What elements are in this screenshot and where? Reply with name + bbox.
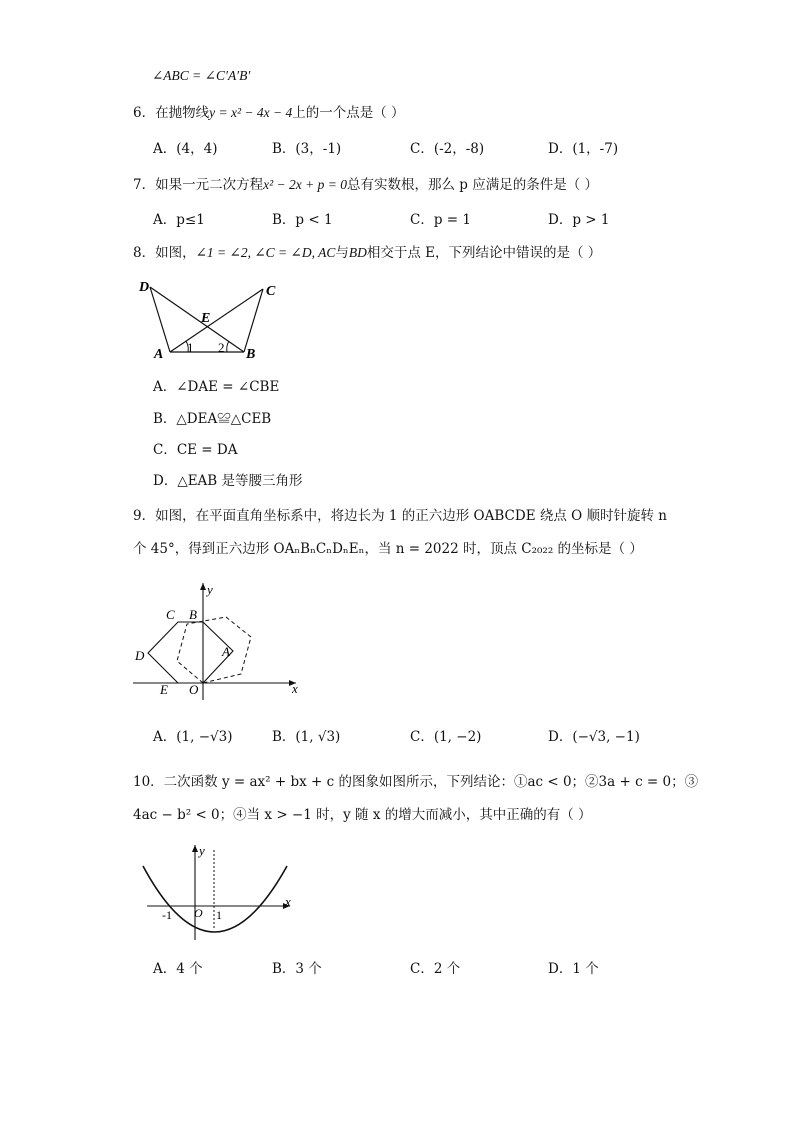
q10-label-minus-1: -1: [162, 908, 172, 922]
q8-label-a: A: [154, 347, 164, 362]
q9-option-b[interactable]: B．(1, √3): [272, 729, 341, 745]
q10-option-c[interactable]: C．2 个: [410, 961, 461, 977]
q6-stem-prefix: 6．在抛物线: [133, 105, 210, 121]
q7-stem-prefix: 7．如果一元二次方程: [133, 177, 264, 193]
q8-label-d: D: [139, 280, 150, 295]
q8-label-angle-2: 2: [218, 340, 225, 355]
q6-option-c[interactable]: C．(-2，-8): [410, 141, 485, 157]
q9-label-x: x: [292, 681, 298, 696]
q8-stem-math2: BD: [348, 245, 367, 260]
q10-label-1: 1: [216, 908, 222, 922]
q8-option-b[interactable]: B．△DEA≌△CEB: [153, 411, 272, 427]
q8-option-d[interactable]: D．△EAB 是等腰三角形: [153, 473, 303, 489]
q7-stem-suffix: 总有实数根，那么 p 应满足的条件是（ ）: [346, 177, 598, 193]
question-10-stem-line-1: 10．二次函数 y = ax² + bx + c 的图象如图所示，下列结论：①ac < 0；②3a + c = 0；③: [133, 774, 699, 790]
q10-option-b[interactable]: B．3 个: [272, 961, 322, 977]
q8-stem-suffix: 相交于点 E，下列结论中错误的是（ ）: [366, 245, 602, 261]
q8-label-angle-1: 1: [187, 340, 194, 355]
q8-label-b: B: [246, 347, 256, 362]
q6-stem-math: y = x² − 4x − 4: [209, 105, 293, 120]
q8-stem-math: ∠1 = ∠2, ∠C = ∠D, AC: [195, 245, 336, 260]
q9-option-c[interactable]: C．(1, −2): [410, 729, 482, 745]
q8-stem-prefix: 8．如图，: [133, 245, 196, 261]
q7-stem-math: x² − 2x + p = 0: [263, 177, 347, 192]
q10-option-d[interactable]: D．1 个: [548, 961, 599, 977]
q9-label-b: B: [189, 607, 197, 622]
q8-label-c: C: [266, 284, 276, 299]
question-9-stem-line-2: 个 45°，得到正六边形 OAₙBₙCₙDₙEₙ，当 n = 2022 时，顶点 C₂₀₂₂ 的坐标是（ ）: [133, 541, 643, 557]
q6-option-d[interactable]: D．(1，-7): [548, 141, 619, 157]
q6-option-a[interactable]: A．(4，4): [153, 141, 218, 157]
q10-option-a[interactable]: A．4 个: [153, 961, 203, 977]
q9-option-a[interactable]: A．(1, −√3): [153, 729, 233, 745]
q8-stem-mid: 与: [335, 245, 349, 261]
q9-option-d[interactable]: D．(−√3, −1): [548, 729, 640, 745]
q9-label-e: E: [160, 682, 168, 697]
q7-option-a[interactable]: A．p≤1: [153, 212, 205, 228]
q9-label-y: y: [207, 582, 213, 597]
q6-stem-suffix: 上的一个点是（ ）: [292, 105, 405, 121]
q10-label-x: x: [285, 894, 291, 909]
q9-label-o: O: [189, 682, 199, 697]
q9-label-c: C: [166, 607, 175, 622]
q9-label-d: D: [135, 648, 145, 663]
q8-option-a[interactable]: A．∠DAE = ∠CBE: [153, 379, 280, 395]
q7-option-c[interactable]: C．p = 1: [410, 212, 471, 228]
q7-option-d[interactable]: D．p > 1: [548, 212, 610, 228]
question-10-stem-line-2: 4ac − b² < 0；④当 x > −1 时，y 随 x 的增大而减小，其中正确的有（ ）: [133, 807, 592, 823]
question-9-stem-line-1: 9．如图，在平面直角坐标系中，将边长为 1 的正六边形 OABCDE 绕点 O 顺时针旋转 n: [133, 508, 667, 524]
q9-label-a: A: [222, 644, 230, 659]
q8-option-c[interactable]: C．CE = DA: [153, 442, 238, 458]
q6-option-b[interactable]: B．(3，-1): [272, 141, 342, 157]
previous-answer-line: ∠ABC = ∠C′A′B′: [152, 68, 251, 83]
q10-label-y: y: [199, 843, 205, 858]
q7-option-b[interactable]: B．p < 1: [272, 212, 333, 228]
q10-label-o: O: [194, 906, 203, 920]
q8-label-e: E: [201, 311, 211, 326]
